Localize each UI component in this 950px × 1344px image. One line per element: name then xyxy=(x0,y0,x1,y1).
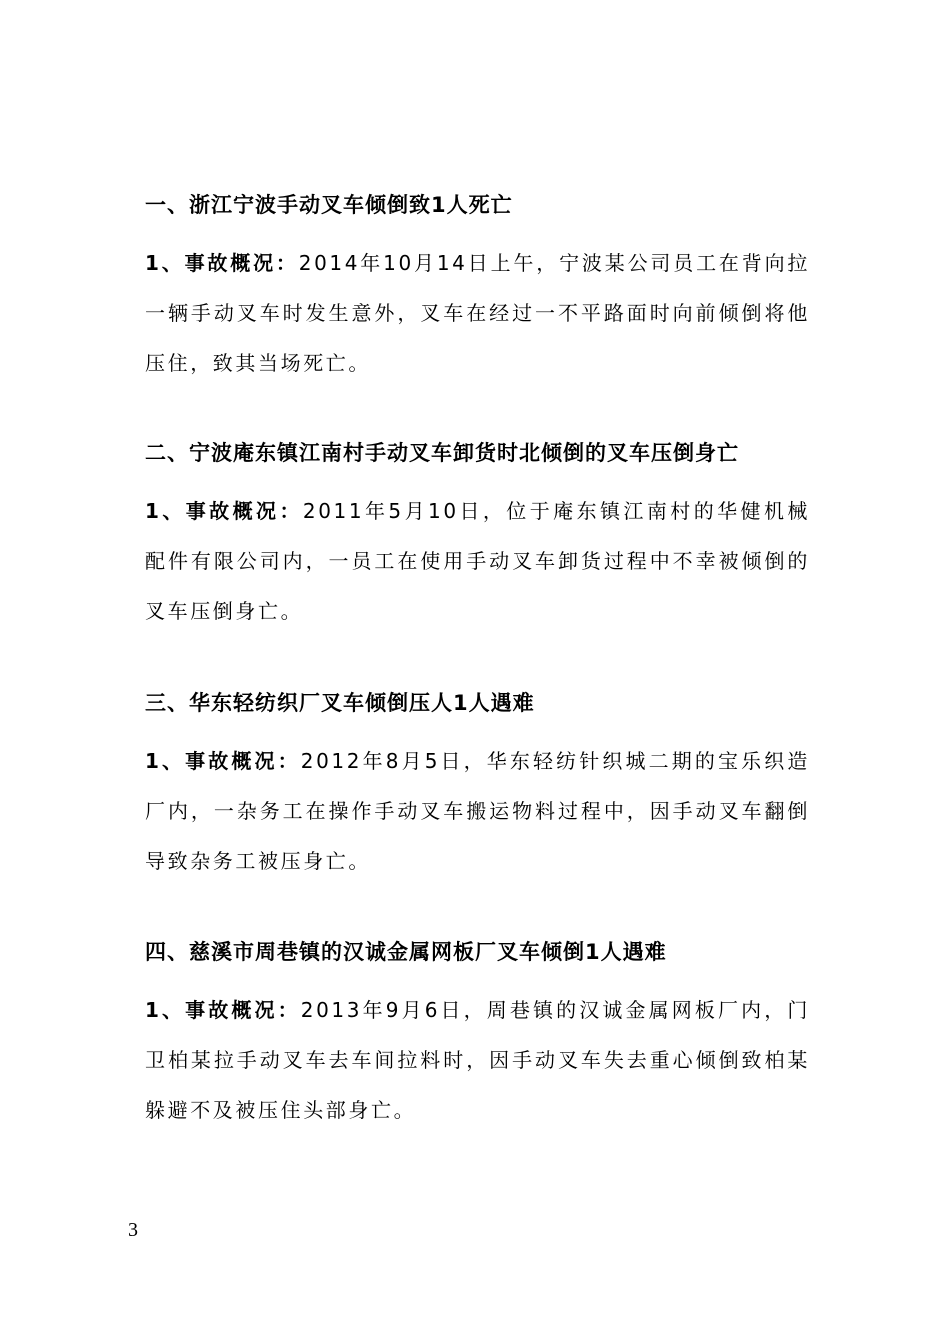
section-heading: 三、华东轻纺织厂叉车倾倒压人1人遇难 xyxy=(145,691,535,715)
paragraph-lead: 1、事故概况： xyxy=(145,499,303,523)
paragraph-lead: 1、事故概况： xyxy=(145,251,299,275)
section-paragraph xyxy=(145,486,810,636)
accident-section-3 xyxy=(145,690,810,886)
paragraph-text: 2011年5月10日，位于庵东镇江南村的华健机械配件有限公司内，一员工在使用手动叉车卸货过程中不幸被倾倒的叉车压倒身亡。 xyxy=(145,499,810,623)
page-number: 3 xyxy=(128,1219,138,1241)
section-paragraph xyxy=(145,238,810,388)
paragraph-text: 2014年10月14日上午，宁波某公司员工在背向拉一辆手动叉车时发生意外，叉车在经过一不平路面时向前倾倒将他压住，致其当场死亡。 xyxy=(145,251,811,375)
section-paragraph xyxy=(145,736,810,886)
accident-section-4 xyxy=(145,939,810,1135)
accident-section-2 xyxy=(145,440,810,636)
paragraph-lead: 1、事故概况： xyxy=(145,998,301,1022)
paragraph-text: 2012年8月5日，华东轻纺针织城二期的宝乐织造厂内，一杂务工在操作手动叉车搬运物料过程中，因手动叉车翻倒导致杂务工被压身亡。 xyxy=(145,749,810,873)
section-heading: 一、浙江宁波手动叉车倾倒致1人死亡 xyxy=(145,193,513,217)
section-heading: 四、慈溪市周巷镇的汉诚金属网板厂叉车倾倒1人遇难 xyxy=(145,940,667,964)
section-heading: 二、宁波庵东镇江南村手动叉车卸货时北倾倒的叉车压倒身亡 xyxy=(145,441,739,465)
section-paragraph xyxy=(145,985,810,1135)
accident-section-1 xyxy=(145,192,810,388)
paragraph-text: 2013年9月6日，周巷镇的汉诚金属网板厂内，门卫柏某拉手动叉车去车间拉料时，因手动叉车失去重心倾倒致柏某躲避不及被压住头部身亡。 xyxy=(145,998,810,1122)
paragraph-lead: 1、事故概况： xyxy=(145,749,301,773)
